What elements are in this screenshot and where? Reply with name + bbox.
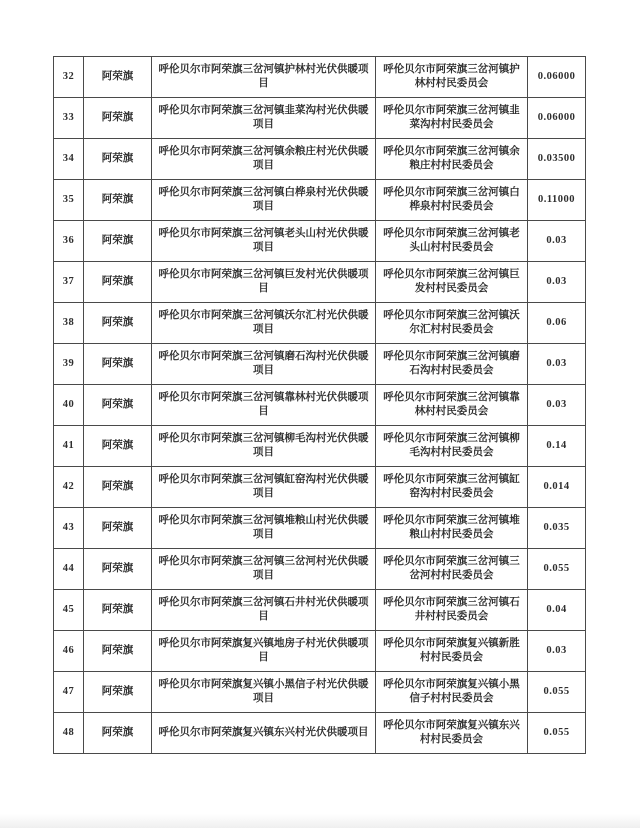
row-number-cell: 46 [54, 631, 84, 672]
project-name-cell: 呼伦贝尔市阿荣旗三岔河镇白桦泉村光伏供暖项目 [152, 180, 376, 221]
row-number-cell: 45 [54, 590, 84, 631]
table-row [54, 221, 586, 262]
table-row [54, 590, 586, 631]
county-cell: 阿荣旗 [84, 262, 152, 303]
page-bottom-shade [0, 814, 640, 828]
project-name-cell: 呼伦贝尔市阿荣旗三岔河镇石井村光伏供暖项目 [152, 590, 376, 631]
row-number-cell: 47 [54, 672, 84, 713]
project-name-cell: 呼伦贝尔市阿荣旗复兴镇小黑信子村光伏供暖项目 [152, 672, 376, 713]
row-number-cell: 42 [54, 467, 84, 508]
row-number-cell: 39 [54, 344, 84, 385]
county-cell: 阿荣旗 [84, 508, 152, 549]
value-cell: 0.11000 [528, 180, 586, 221]
row-number-cell: 48 [54, 713, 84, 754]
county-cell: 阿荣旗 [84, 590, 152, 631]
value-cell: 0.06000 [528, 98, 586, 139]
value-cell: 0.035 [528, 508, 586, 549]
committee-name-cell: 呼伦贝尔市阿荣旗三岔河镇三岔河村村民委员会 [376, 549, 528, 590]
value-cell: 0.03500 [528, 139, 586, 180]
table-row [54, 344, 586, 385]
value-cell: 0.014 [528, 467, 586, 508]
table-row [54, 549, 586, 590]
committee-name-cell: 呼伦贝尔市阿荣旗三岔河镇沃尔汇村村民委员会 [376, 303, 528, 344]
value-cell: 0.03 [528, 262, 586, 303]
table-row [54, 426, 586, 467]
value-cell: 0.14 [528, 426, 586, 467]
value-cell: 0.03 [528, 385, 586, 426]
project-name-cell: 呼伦贝尔市阿荣旗三岔河镇余粮庄村光伏供暖项目 [152, 139, 376, 180]
county-cell: 阿荣旗 [84, 344, 152, 385]
value-cell: 0.04 [528, 590, 586, 631]
county-cell: 阿荣旗 [84, 467, 152, 508]
committee-name-cell: 呼伦贝尔市阿荣旗三岔河镇堆粮山村村民委员会 [376, 508, 528, 549]
county-cell: 阿荣旗 [84, 631, 152, 672]
county-cell: 阿荣旗 [84, 426, 152, 467]
subsidy-project-table [53, 56, 586, 754]
value-cell: 0.055 [528, 549, 586, 590]
committee-name-cell: 呼伦贝尔市阿荣旗三岔河镇护林村村民委员会 [376, 57, 528, 98]
county-cell: 阿荣旗 [84, 221, 152, 262]
subsidy-project-table-body [54, 57, 586, 754]
project-name-cell: 呼伦贝尔市阿荣旗三岔河镇韭菜沟村光伏供暖项目 [152, 98, 376, 139]
row-number-cell: 36 [54, 221, 84, 262]
table-row [54, 508, 586, 549]
county-cell: 阿荣旗 [84, 549, 152, 590]
project-name-cell: 呼伦贝尔市阿荣旗三岔河镇沃尔汇村光伏供暖项目 [152, 303, 376, 344]
county-cell: 阿荣旗 [84, 57, 152, 98]
committee-name-cell: 呼伦贝尔市阿荣旗三岔河镇柳毛沟村村民委员会 [376, 426, 528, 467]
value-cell: 0.06 [528, 303, 586, 344]
county-cell: 阿荣旗 [84, 385, 152, 426]
project-name-cell: 呼伦贝尔市阿荣旗三岔河镇老头山村光伏供暖项目 [152, 221, 376, 262]
committee-name-cell: 呼伦贝尔市阿荣旗三岔河镇石井村村民委员会 [376, 590, 528, 631]
project-name-cell: 呼伦贝尔市阿荣旗三岔河镇堆粮山村光伏供暖项目 [152, 508, 376, 549]
project-name-cell: 呼伦贝尔市阿荣旗复兴镇东兴村光伏供暖项目 [152, 713, 376, 754]
table-row [54, 303, 586, 344]
row-number-cell: 41 [54, 426, 84, 467]
row-number-cell: 33 [54, 98, 84, 139]
table-row [54, 57, 586, 98]
county-cell: 阿荣旗 [84, 180, 152, 221]
table-row [54, 467, 586, 508]
project-name-cell: 呼伦贝尔市阿荣旗三岔河镇三岔河村光伏供暖项目 [152, 549, 376, 590]
committee-name-cell: 呼伦贝尔市阿荣旗三岔河镇老头山村村民委员会 [376, 221, 528, 262]
county-cell: 阿荣旗 [84, 672, 152, 713]
committee-name-cell: 呼伦贝尔市阿荣旗三岔河镇巨发村村民委员会 [376, 262, 528, 303]
row-number-cell: 37 [54, 262, 84, 303]
table-row [54, 672, 586, 713]
project-name-cell: 呼伦贝尔市阿荣旗三岔河镇巨发村光伏供暖项目 [152, 262, 376, 303]
table-row [54, 385, 586, 426]
project-name-cell: 呼伦贝尔市阿荣旗三岔河镇靠林村光伏供暖项目 [152, 385, 376, 426]
project-name-cell: 呼伦贝尔市阿荣旗三岔河镇磨石沟村光伏供暖项目 [152, 344, 376, 385]
table-row [54, 98, 586, 139]
committee-name-cell: 呼伦贝尔市阿荣旗复兴镇新胜村村民委员会 [376, 631, 528, 672]
table-row [54, 262, 586, 303]
committee-name-cell: 呼伦贝尔市阿荣旗三岔河镇余粮庄村村民委员会 [376, 139, 528, 180]
value-cell: 0.055 [528, 713, 586, 754]
project-name-cell: 呼伦贝尔市阿荣旗三岔河镇缸窑沟村光伏供暖项目 [152, 467, 376, 508]
row-number-cell: 40 [54, 385, 84, 426]
county-cell: 阿荣旗 [84, 303, 152, 344]
table-row [54, 180, 586, 221]
table-row [54, 713, 586, 754]
committee-name-cell: 呼伦贝尔市阿荣旗三岔河镇磨石沟村村民委员会 [376, 344, 528, 385]
row-number-cell: 43 [54, 508, 84, 549]
row-number-cell: 38 [54, 303, 84, 344]
row-number-cell: 32 [54, 57, 84, 98]
project-name-cell: 呼伦贝尔市阿荣旗三岔河镇护林村光伏供暖项目 [152, 57, 376, 98]
row-number-cell: 34 [54, 139, 84, 180]
county-cell: 阿荣旗 [84, 713, 152, 754]
value-cell: 0.03 [528, 221, 586, 262]
table-row [54, 139, 586, 180]
committee-name-cell: 呼伦贝尔市阿荣旗三岔河镇靠林村村民委员会 [376, 385, 528, 426]
committee-name-cell: 呼伦贝尔市阿荣旗三岔河镇韭菜沟村村民委员会 [376, 98, 528, 139]
committee-name-cell: 呼伦贝尔市阿荣旗三岔河镇白桦泉村村民委员会 [376, 180, 528, 221]
committee-name-cell: 呼伦贝尔市阿荣旗复兴镇东兴村村民委员会 [376, 713, 528, 754]
committee-name-cell: 呼伦贝尔市阿荣旗复兴镇小黑信子村村民委员会 [376, 672, 528, 713]
table-row [54, 631, 586, 672]
project-name-cell: 呼伦贝尔市阿荣旗复兴镇地房子村光伏供暖项目 [152, 631, 376, 672]
county-cell: 阿荣旗 [84, 98, 152, 139]
value-cell: 0.06000 [528, 57, 586, 98]
value-cell: 0.055 [528, 672, 586, 713]
value-cell: 0.03 [528, 344, 586, 385]
committee-name-cell: 呼伦贝尔市阿荣旗三岔河镇缸窑沟村村民委员会 [376, 467, 528, 508]
row-number-cell: 44 [54, 549, 84, 590]
value-cell: 0.03 [528, 631, 586, 672]
county-cell: 阿荣旗 [84, 139, 152, 180]
row-number-cell: 35 [54, 180, 84, 221]
project-name-cell: 呼伦贝尔市阿荣旗三岔河镇柳毛沟村光伏供暖项目 [152, 426, 376, 467]
